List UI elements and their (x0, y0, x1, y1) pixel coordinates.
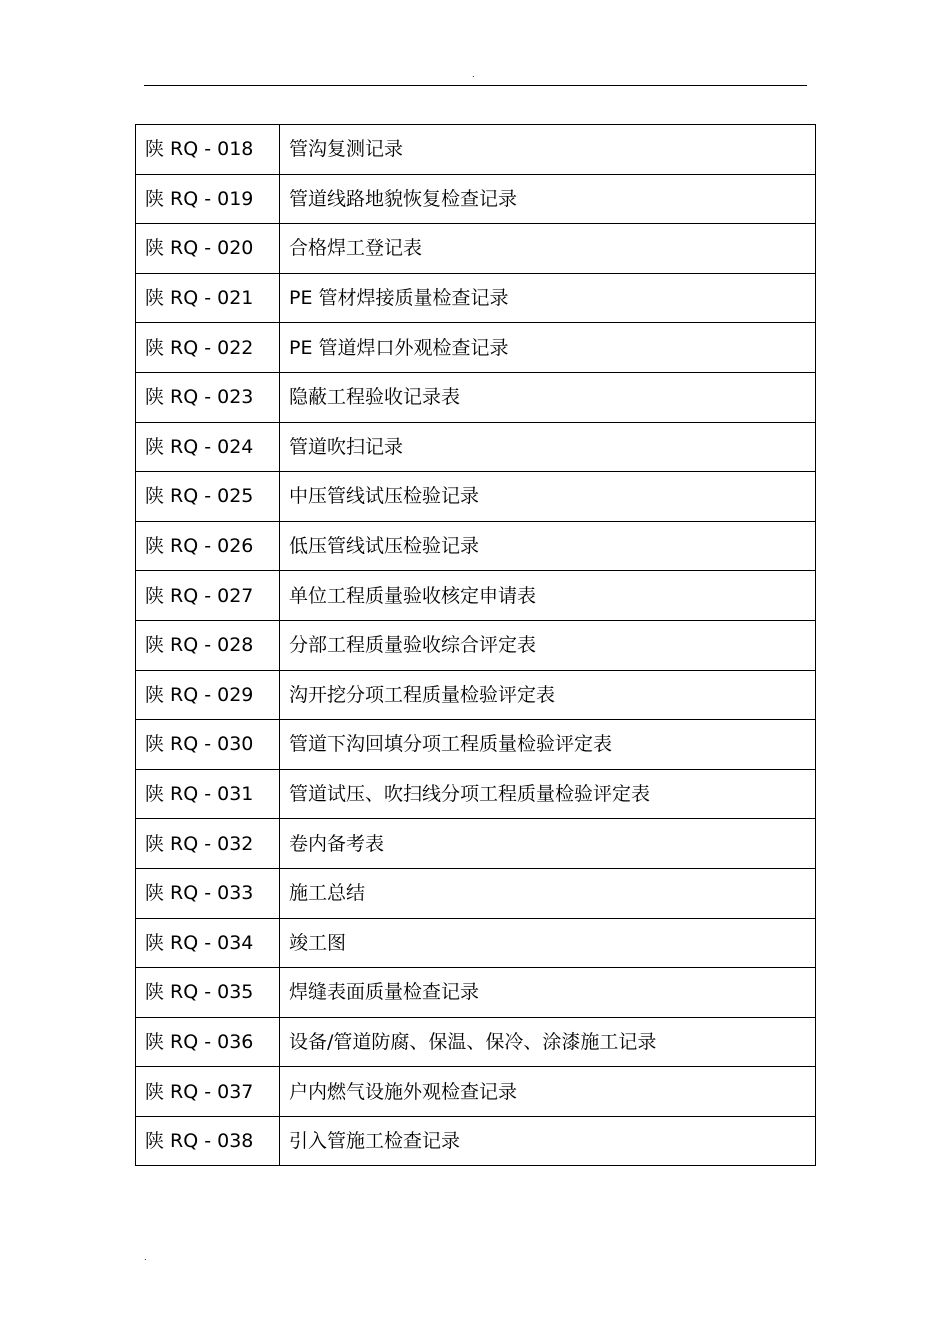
record-name: 管道线路地貌恢复检查记录 (280, 174, 816, 224)
record-name: 施工总结 (280, 868, 816, 918)
record-name: 户内燃气设施外观检查记录 (280, 1067, 816, 1117)
record-code: 陕 RQ - 019 (136, 174, 280, 224)
record-code: 陕 RQ - 022 (136, 323, 280, 373)
table-row (136, 174, 816, 224)
table-row (136, 1067, 816, 1117)
table-row (136, 571, 816, 621)
record-name: PE 管材焊接质量检查记录 (280, 273, 816, 323)
record-code: 陕 RQ - 021 (136, 273, 280, 323)
record-code: 陕 RQ - 036 (136, 1017, 280, 1067)
table-row (136, 819, 816, 869)
record-name: 管沟复测记录 (280, 125, 816, 175)
record-code: 陕 RQ - 026 (136, 521, 280, 571)
record-name: 管道吹扫记录 (280, 422, 816, 472)
footer-mark: . (144, 1253, 147, 1262)
record-name: 单位工程质量验收核定申请表 (280, 571, 816, 621)
table-row (136, 273, 816, 323)
record-code: 陕 RQ - 034 (136, 918, 280, 968)
record-name: 竣工图 (280, 918, 816, 968)
record-name: 管道试压、吹扫线分项工程质量检验评定表 (280, 769, 816, 819)
record-name: PE 管道焊口外观检查记录 (280, 323, 816, 373)
record-code: 陕 RQ - 031 (136, 769, 280, 819)
record-code: 陕 RQ - 037 (136, 1067, 280, 1117)
table-row (136, 720, 816, 770)
table-row (136, 323, 816, 373)
table-row (136, 224, 816, 274)
record-name: 分部工程质量验收综合评定表 (280, 620, 816, 670)
table-row (136, 620, 816, 670)
header-rule (144, 85, 807, 86)
table-row (136, 918, 816, 968)
records-table (135, 124, 816, 1166)
header-mark: . (472, 70, 475, 79)
record-name: 焊缝表面质量检查记录 (280, 968, 816, 1018)
table-row (136, 1116, 816, 1166)
record-code: 陕 RQ - 027 (136, 571, 280, 621)
table-row (136, 1017, 816, 1067)
record-code: 陕 RQ - 025 (136, 472, 280, 522)
record-name: 合格焊工登记表 (280, 224, 816, 274)
record-code: 陕 RQ - 028 (136, 620, 280, 670)
record-code: 陕 RQ - 023 (136, 372, 280, 422)
record-name: 设备/管道防腐、保温、保冷、涂漆施工记录 (280, 1017, 816, 1067)
record-code: 陕 RQ - 030 (136, 720, 280, 770)
record-name: 隐蔽工程验收记录表 (280, 372, 816, 422)
record-code: 陕 RQ - 032 (136, 819, 280, 869)
record-code: 陕 RQ - 033 (136, 868, 280, 918)
table-row (136, 472, 816, 522)
record-name: 卷内备考表 (280, 819, 816, 869)
table-row (136, 422, 816, 472)
table-row (136, 670, 816, 720)
record-name: 中压管线试压检验记录 (280, 472, 816, 522)
record-name: 沟开挖分项工程质量检验评定表 (280, 670, 816, 720)
record-code: 陕 RQ - 020 (136, 224, 280, 274)
table-row (136, 868, 816, 918)
record-code: 陕 RQ - 024 (136, 422, 280, 472)
record-name: 管道下沟回填分项工程质量检验评定表 (280, 720, 816, 770)
table-row (136, 769, 816, 819)
record-code: 陕 RQ - 035 (136, 968, 280, 1018)
record-code: 陕 RQ - 029 (136, 670, 280, 720)
table-row (136, 968, 816, 1018)
table-row (136, 372, 816, 422)
record-code: 陕 RQ - 038 (136, 1116, 280, 1166)
record-name: 低压管线试压检验记录 (280, 521, 816, 571)
table-row (136, 125, 816, 175)
record-name: 引入管施工检查记录 (280, 1116, 816, 1166)
record-code: 陕 RQ - 018 (136, 125, 280, 175)
table-row (136, 521, 816, 571)
